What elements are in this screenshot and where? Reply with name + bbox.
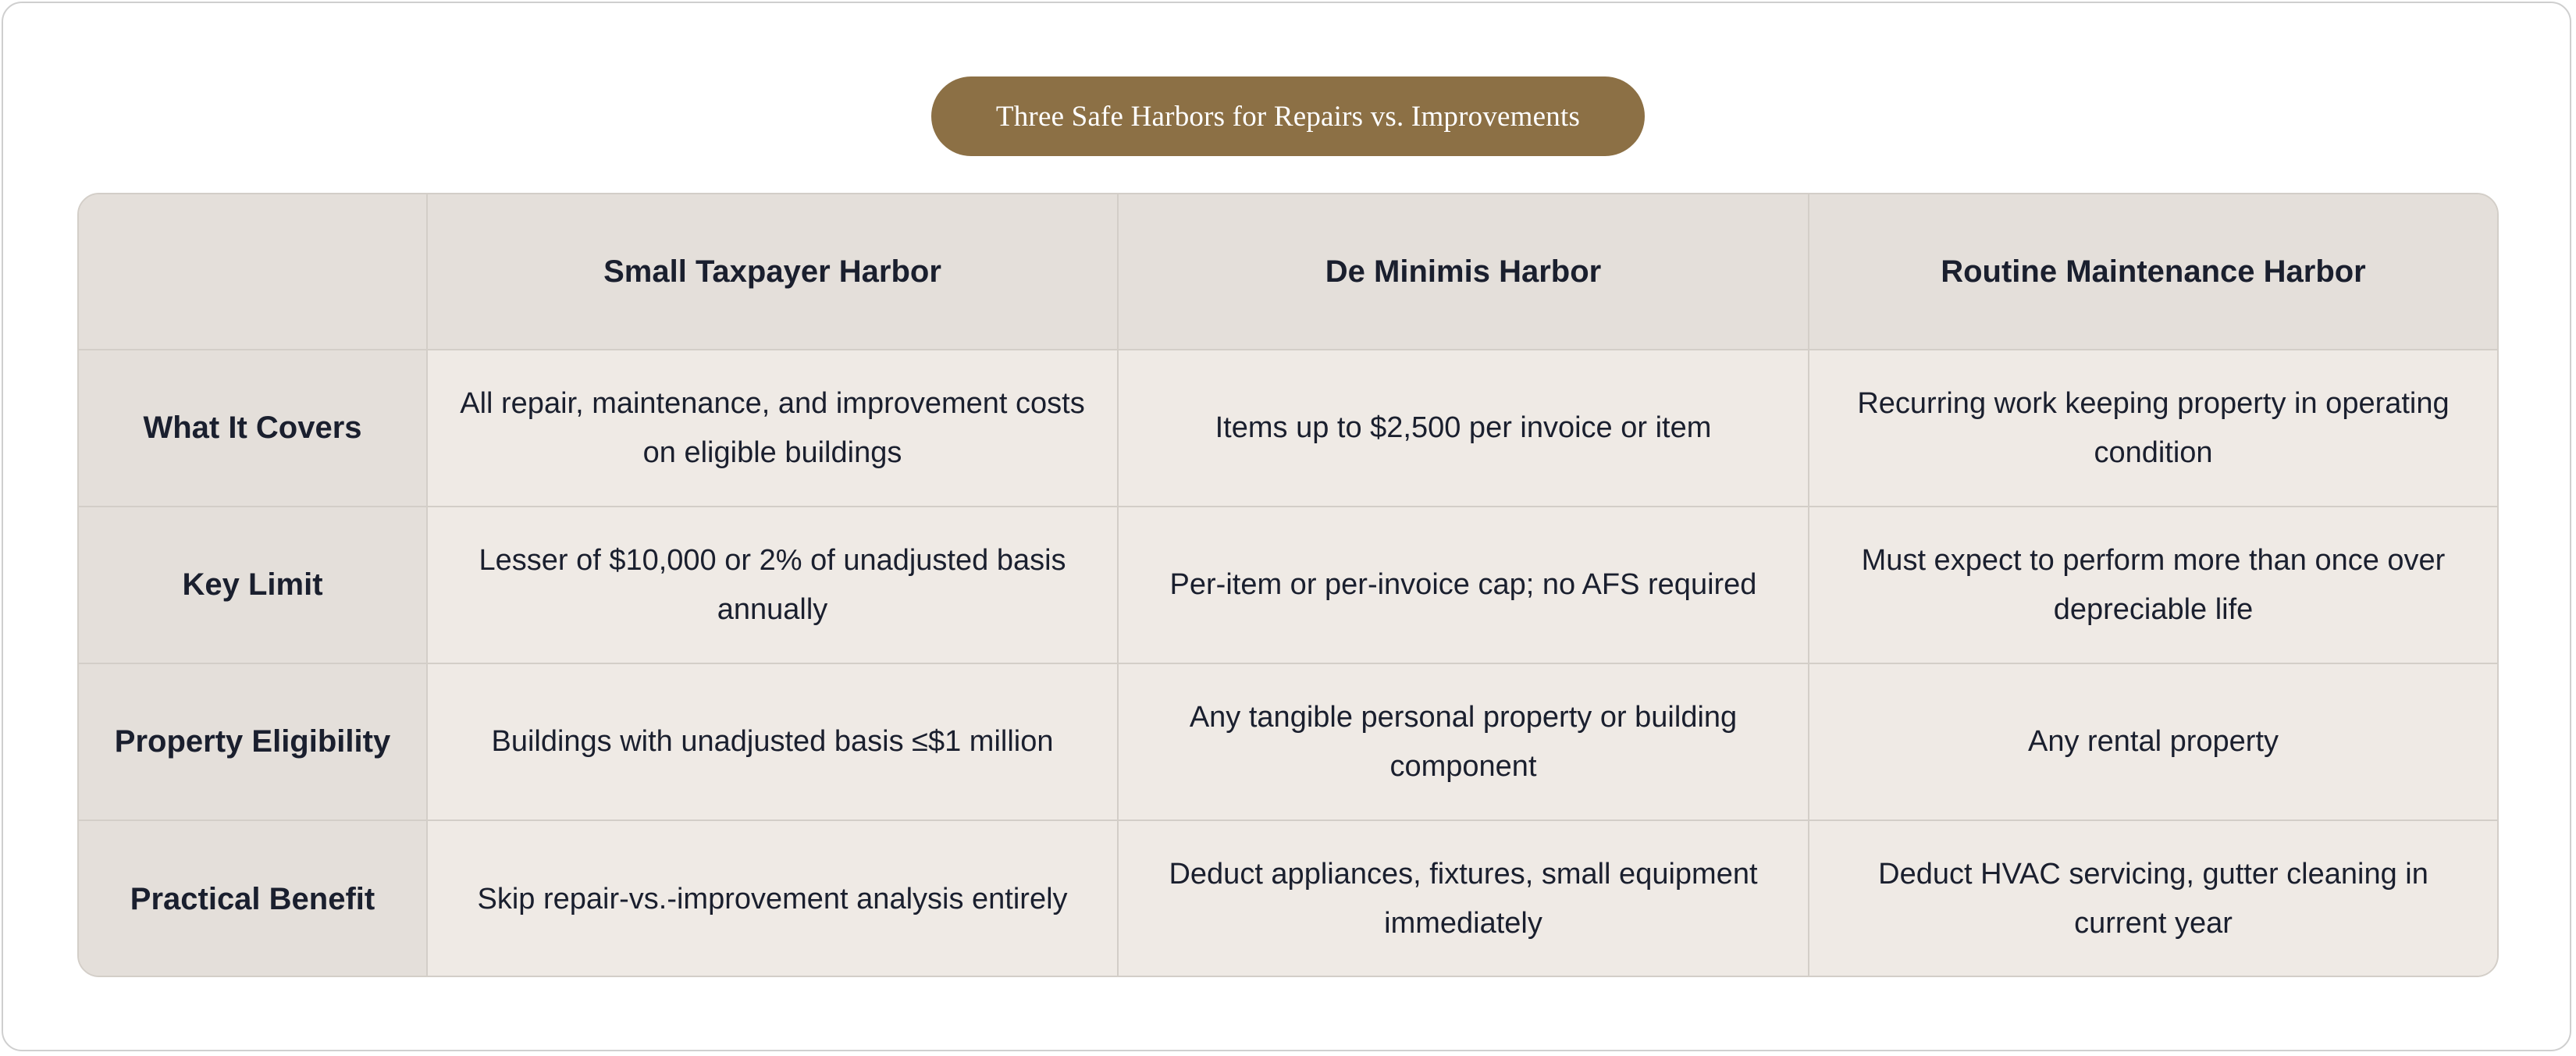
header-corner-cell xyxy=(79,194,427,350)
row-header-key-limit: Key Limit xyxy=(79,507,427,663)
comparison-table xyxy=(79,194,2497,977)
table-cell: Per-item or per-invoice cap; no AFS required xyxy=(1118,507,1809,663)
row-header-practical-benefit: Practical Benefit xyxy=(79,820,427,977)
table-header-row xyxy=(79,194,2497,350)
column-header-small-taxpayer-harbor: Small Taxpayer Harbor xyxy=(427,194,1118,350)
table-cell: Deduct appliances, fixtures, small equipment immediately xyxy=(1118,820,1809,977)
table-cell: Items up to $2,500 per invoice or item xyxy=(1118,350,1809,507)
table-cell: Deduct HVAC servicing, gutter cleaning in current year xyxy=(1809,820,2497,977)
column-header-de-minimis-harbor: De Minimis Harbor xyxy=(1118,194,1809,350)
table-cell: All repair, maintenance, and improvement costs on eligible buildings xyxy=(427,350,1118,507)
table-cell: Any tangible personal property or building component xyxy=(1118,663,1809,820)
table-cell: Skip repair-vs.-improvement analysis entirely xyxy=(427,820,1118,977)
comparison-table-container xyxy=(77,193,2499,977)
table-cell: Must expect to perform more than once over depreciable life xyxy=(1809,507,2497,663)
table-cell: Buildings with unadjusted basis ≤$1 million xyxy=(427,663,1118,820)
table-row xyxy=(79,350,2497,507)
column-header-routine-maintenance-harbor: Routine Maintenance Harbor xyxy=(1809,194,2497,350)
table-row xyxy=(79,820,2497,977)
table-row xyxy=(79,663,2497,820)
page-title: Three Safe Harbors for Repairs vs. Improvements xyxy=(931,76,1645,156)
row-header-what-it-covers: What It Covers xyxy=(79,350,427,507)
table-row xyxy=(79,507,2497,663)
table-cell: Lesser of $10,000 or 2% of unadjusted basis annually xyxy=(427,507,1118,663)
table-cell: Recurring work keeping property in operating condition xyxy=(1809,350,2497,507)
row-header-property-eligibility: Property Eligibility xyxy=(79,663,427,820)
table-cell: Any rental property xyxy=(1809,663,2497,820)
